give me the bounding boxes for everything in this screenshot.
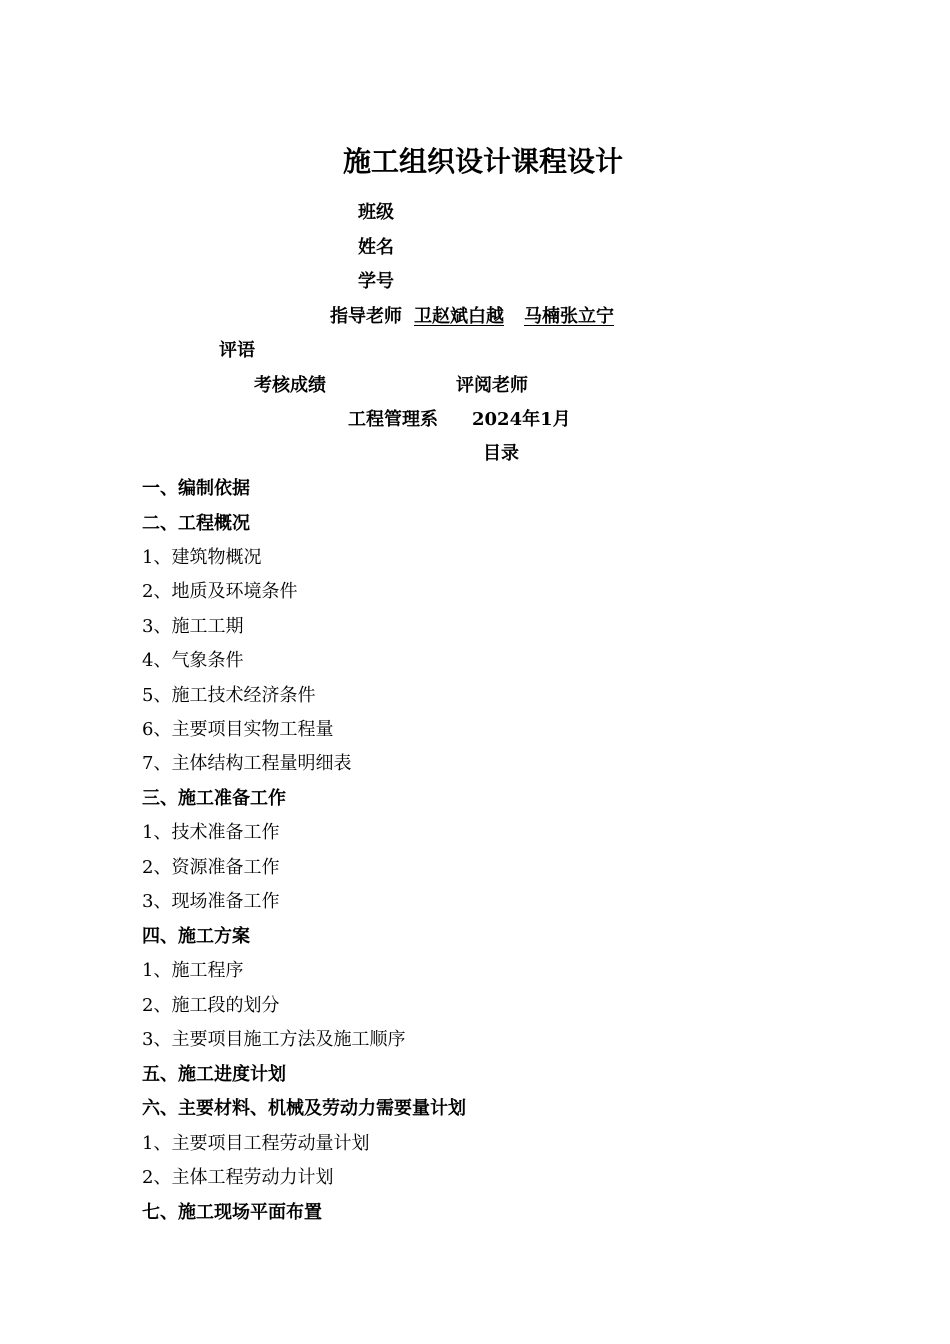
toc-item[interactable]: 六、主要材料、机械及劳动力需要量计划	[142, 1098, 466, 1119]
department: 工程管理系	[348, 409, 438, 430]
toc-item[interactable]: 二、工程概况	[142, 513, 250, 534]
toc-item[interactable]: 1、主要项目工程劳动量计划	[142, 1133, 370, 1154]
toc-item[interactable]: 七、施工现场平面布置	[142, 1202, 322, 1223]
class-label: 班级	[358, 202, 394, 223]
student-id-label: 学号	[358, 271, 394, 292]
advisor-names-2: 马楠张立宁	[524, 306, 614, 327]
document-title: 施工组织设计课程设计	[343, 145, 624, 178]
toc-item[interactable]: 1、施工程序	[142, 960, 244, 981]
toc-item[interactable]: 6、主要项目实物工程量	[142, 719, 334, 740]
toc-item[interactable]: 三、施工准备工作	[142, 788, 286, 809]
grade-label: 考核成绩	[254, 375, 326, 396]
toc-item[interactable]: 7、主体结构工程量明细表	[142, 753, 352, 774]
toc-item[interactable]: 2、资源准备工作	[142, 857, 280, 878]
toc-heading: 目录	[483, 443, 519, 464]
toc-item[interactable]: 1、技术准备工作	[142, 822, 280, 843]
reviewer-label: 评阅老师	[456, 375, 528, 396]
toc-item[interactable]: 一、编制依据	[142, 478, 250, 499]
advisor-label: 指导老师	[330, 306, 402, 327]
toc-item[interactable]: 3、现场准备工作	[142, 891, 280, 912]
toc-item[interactable]: 1、建筑物概况	[142, 547, 262, 568]
advisor-names-1: 卫赵斌白越	[414, 306, 504, 327]
toc-item[interactable]: 3、施工工期	[142, 616, 244, 637]
comment-label: 评语	[219, 340, 255, 361]
toc-item[interactable]: 4、气象条件	[142, 650, 244, 671]
toc-item[interactable]: 2、施工段的划分	[142, 995, 280, 1016]
toc-item[interactable]: 五、施工进度计划	[142, 1064, 286, 1085]
date: 2024年1月	[472, 409, 571, 430]
name-label: 姓名	[358, 237, 394, 258]
toc-item[interactable]: 5、施工技术经济条件	[142, 685, 316, 706]
toc-item[interactable]: 四、施工方案	[142, 926, 250, 947]
toc-item[interactable]: 2、地质及环境条件	[142, 581, 298, 602]
advisor-line	[330, 305, 614, 329]
toc-item[interactable]: 3、主要项目施工方法及施工顺序	[142, 1029, 406, 1050]
toc-item[interactable]: 2、主体工程劳动力计划	[142, 1167, 334, 1188]
